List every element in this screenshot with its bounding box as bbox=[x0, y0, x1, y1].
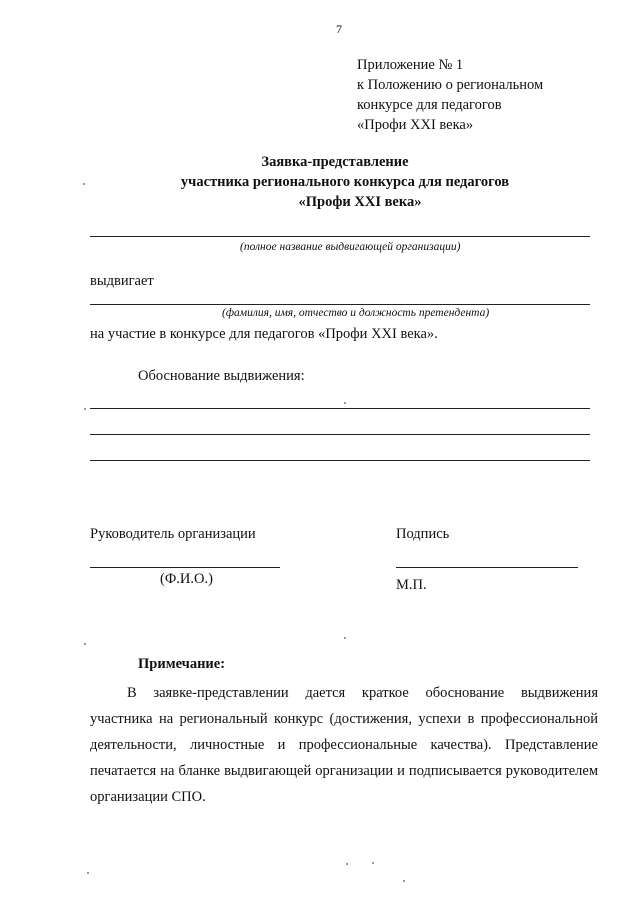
note-text: В заявке-представлении дается краткое обоснование выдвижения участника на региональный конкурс (достижения, успехи в профессиональной деятельности, личностные и профессиональные качества). Представление печатается на бланке выдвигающей организации и подписывается руководителем организации СПО. bbox=[90, 685, 598, 805]
title-line-2: участника регионального конкурса для педагогов bbox=[180, 174, 510, 190]
scan-speck bbox=[84, 643, 86, 645]
appendix-header bbox=[357, 55, 543, 135]
signature-label: Подпись bbox=[396, 526, 450, 542]
justification-line-3 bbox=[90, 460, 590, 461]
scan-speck bbox=[344, 637, 346, 639]
justification-line-2 bbox=[90, 434, 590, 435]
full-name-caption: (Ф.И.О.) bbox=[160, 571, 213, 587]
signature-line bbox=[396, 567, 578, 568]
document-title bbox=[0, 152, 640, 212]
scan-speck bbox=[83, 183, 85, 185]
page-number: 7 bbox=[336, 22, 342, 36]
stamp-label: М.П. bbox=[396, 577, 427, 593]
scan-speck bbox=[87, 872, 89, 874]
justification-line-1 bbox=[90, 408, 590, 409]
justification-label: Обоснование выдвижения: bbox=[138, 368, 305, 384]
scan-speck bbox=[346, 863, 348, 865]
participation-text: на участие в конкурсе для педагогов «Профи XXI века». bbox=[90, 326, 438, 342]
scan-speck bbox=[403, 880, 405, 882]
scan-speck bbox=[372, 862, 374, 864]
organization-name-line bbox=[90, 236, 590, 237]
scan-speck bbox=[84, 408, 86, 410]
organization-name-caption: (полное название выдвигающей организации) bbox=[240, 241, 461, 253]
appendix-line-2: к Положению о региональном bbox=[357, 77, 544, 93]
note-title: Примечание: bbox=[138, 656, 226, 672]
head-of-organization-label: Руководитель организации bbox=[90, 526, 256, 542]
candidate-line bbox=[90, 304, 590, 305]
nominates-text: выдвигает bbox=[90, 273, 154, 289]
head-name-line bbox=[90, 567, 280, 568]
appendix-line-4: «Профи XXI века» bbox=[357, 117, 474, 133]
scan-speck bbox=[344, 402, 346, 404]
candidate-caption: (фамилия, имя, отчество и должность претендента) bbox=[222, 307, 490, 319]
title-line-1: Заявка-представление bbox=[261, 154, 409, 170]
title-line-3: «Профи XXI века» bbox=[298, 194, 422, 210]
appendix-line-3: конкурсе для педагогов bbox=[357, 97, 502, 113]
appendix-line-1: Приложение № 1 bbox=[357, 57, 464, 73]
